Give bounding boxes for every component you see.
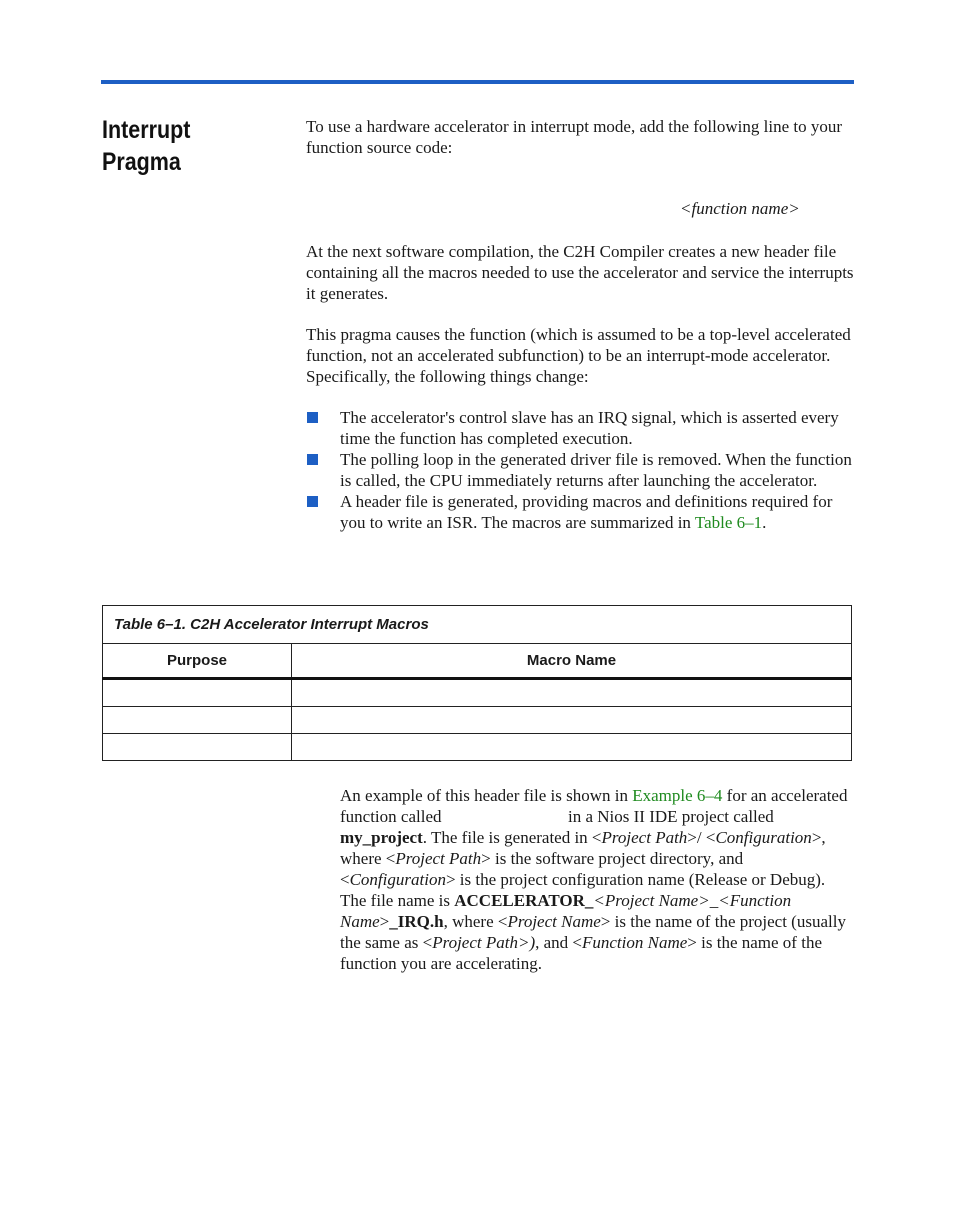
text-run: , where < — [443, 912, 508, 931]
list-item — [306, 449, 854, 491]
intro-paragraph: To use a hardware accelerator in interrupt mode, add the following line to your function source code: — [306, 117, 843, 157]
text-run: , and < — [535, 933, 582, 952]
italic-term: Project Path — [601, 828, 688, 847]
list-item-text: The polling loop in the generated driver file is removed. When the function is called, the CPU immediately returns after launching the accelerator. — [340, 450, 852, 490]
text-run: > is the project configuration name (Release or Debug). The file name is — [340, 870, 826, 910]
italic-term: Project Name — [507, 912, 601, 931]
change-list — [306, 407, 854, 533]
italic-term: Configuration — [715, 828, 812, 847]
text-run: >/ < — [687, 828, 716, 847]
pragma-paragraph: This pragma causes the function (which is assumed to be a top-level accelerated function, not an accelerated subfunction) to be an interrupt-mode accelerator. Specifically, the following things change: — [306, 325, 851, 386]
table-row — [103, 679, 852, 707]
function-name-placeholder: <function name> — [680, 199, 800, 218]
italic-term: Function Name — [582, 933, 688, 952]
italic-term: < — [593, 891, 605, 910]
list-item-text: A header file is generated, providing macros and definitions required for you to write an ISR. The macros are summarized in — [340, 492, 833, 532]
italic-term: Project Name — [604, 891, 699, 910]
bullet-square-icon — [307, 454, 318, 465]
italic-term: Configuration — [349, 870, 446, 889]
list-item-text: The accelerator's control slave has an IRQ signal, which is asserted every time the function has completed execution. — [340, 408, 839, 448]
bullet-square-icon — [307, 412, 318, 423]
list-item-end: . — [762, 513, 767, 532]
project-name: my_project — [340, 828, 423, 847]
text-run: > is the name of the project (usually the same as < — [340, 912, 846, 952]
italic-term: Function Name — [340, 891, 792, 931]
italic-term: Project Path — [395, 849, 482, 868]
table-row — [103, 707, 852, 734]
top-rule — [101, 80, 854, 84]
table-cell — [103, 679, 292, 707]
example-link[interactable]: Example 6–4 — [632, 786, 723, 805]
example-paragraph — [340, 785, 852, 974]
list-item — [306, 407, 854, 449]
column-header-macro-name: Macro Name — [292, 644, 852, 679]
table-cell — [103, 707, 292, 734]
column-header-purpose: Purpose — [103, 644, 292, 679]
text-run: An example of this header file is shown in — [340, 786, 633, 805]
text-run: > is the name of the function you are accelerating. — [340, 933, 822, 973]
list-item — [306, 491, 854, 533]
table-cell — [292, 734, 852, 761]
italic-term: >_< — [698, 891, 730, 910]
table-caption: Table 6–1. C2H Accelerator Interrupt Macros — [103, 606, 852, 644]
compilation-paragraph: At the next software compilation, the C2H Compiler creates a new header file containing all the macros needed to use the accelerator and service the interrupts it generates. — [306, 242, 854, 303]
file-name-prefix: ACCELERATOR_ — [454, 891, 594, 910]
table-link[interactable]: Table 6–1 — [694, 513, 763, 532]
text-run: . The file is generated in < — [422, 828, 602, 847]
table-cell — [292, 679, 852, 707]
bullet-square-icon — [307, 496, 318, 507]
table-row — [103, 734, 852, 761]
text-run: >, where < — [340, 828, 826, 868]
section-title: Interrupt Pragma — [102, 116, 191, 176]
text-run: in a Nios II IDE project called — [563, 807, 774, 826]
macro-table — [102, 605, 852, 761]
italic-term: Project Path>) — [432, 933, 536, 952]
table-cell — [292, 707, 852, 734]
text-run: > — [379, 912, 390, 931]
table-cell — [103, 734, 292, 761]
text-run: for an accelerated function called — [340, 786, 848, 826]
file-name-suffix: _IRQ.h — [389, 912, 444, 931]
text-run: > is the software project directory, and < — [340, 849, 744, 889]
